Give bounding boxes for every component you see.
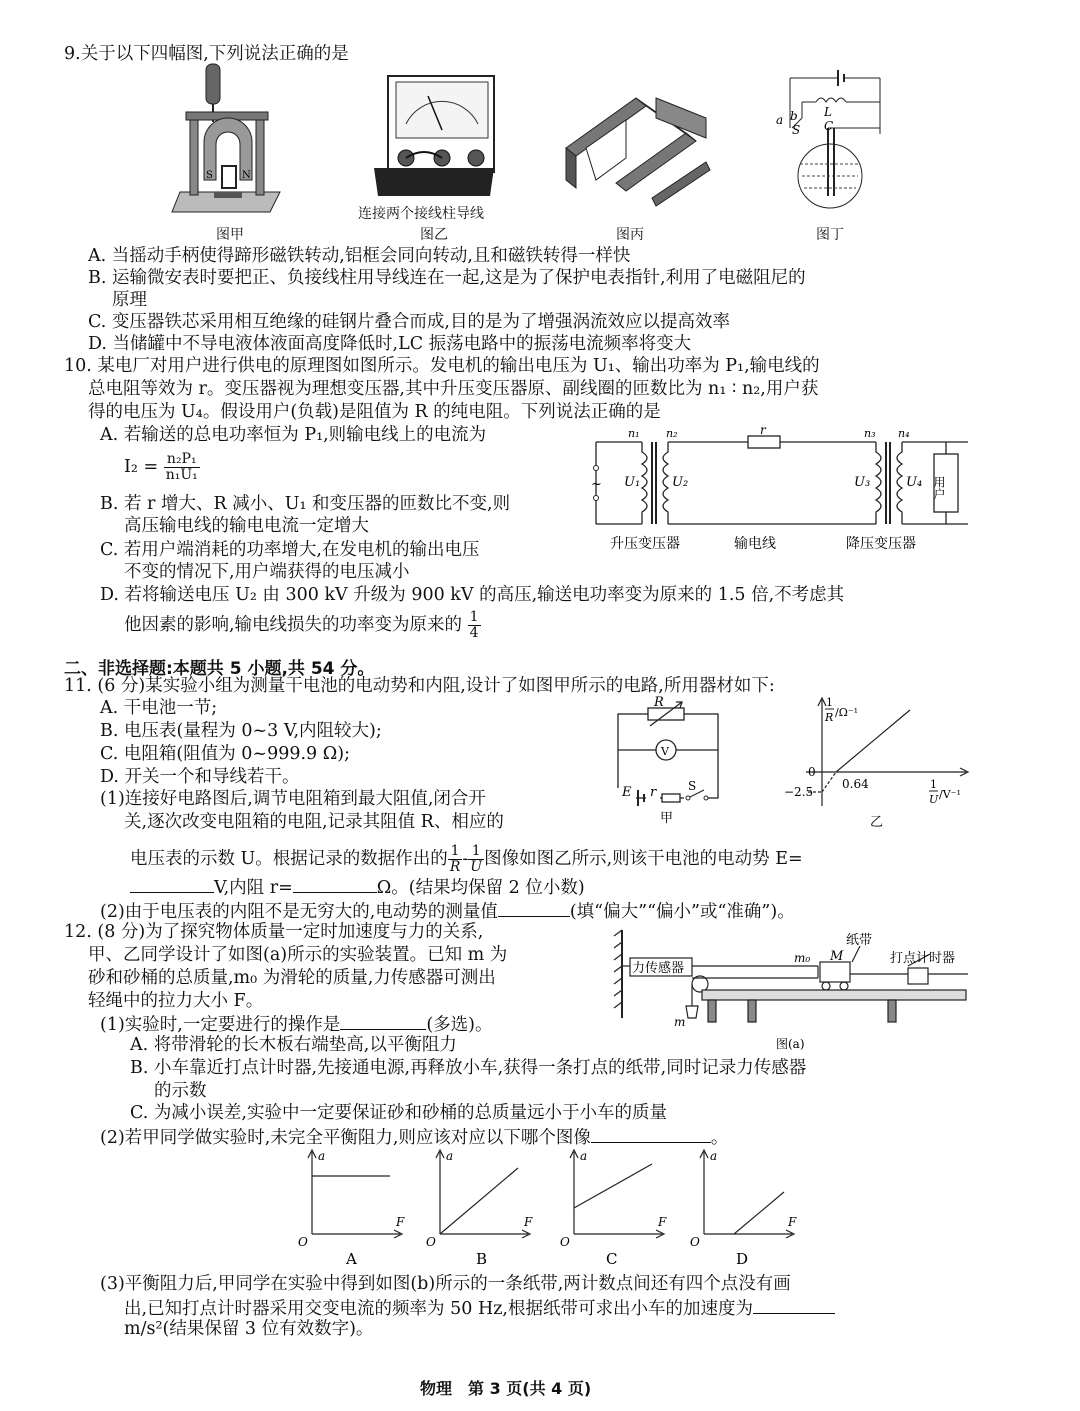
- operation-answer-blank[interactable]: [340, 1011, 426, 1030]
- svg-text:U₄: U₄: [906, 475, 923, 490]
- fig-ding-c: C: [824, 119, 834, 133]
- q9-option-b: B. 运输微安表时要把正、负接线柱用导线连在一起,这是为了保护电表指针,利用了电磁阻尼的: [88, 268, 806, 288]
- meter-wire-label: 连接两个接线柱导线: [358, 206, 484, 222]
- q12-option-b-cont: 的示数: [154, 1081, 207, 1101]
- svg-text:图(a): 图(a): [776, 1037, 805, 1051]
- svg-text:O: O: [560, 1235, 570, 1249]
- ac-source-symbol: ~: [591, 477, 602, 492]
- svg-text:降压变压器: 降压变压器: [846, 536, 916, 552]
- svg-text:/V⁻¹: /V⁻¹: [939, 788, 961, 801]
- q10-line2: 总电阻等效为 r。变压器视为理想变压器,其中升压变压器原、副线圈的匝数比为 n₁ ∶ n₂,用户获: [88, 379, 819, 399]
- page-footer: 物理 第 3 页(共 4 页): [420, 1379, 592, 1398]
- q12-apparatus-diagram: [608, 926, 972, 1054]
- fig-ding-s: S: [792, 123, 801, 137]
- svg-text:a: a: [580, 1149, 588, 1163]
- q12-line2: 甲、乙同学设计了如图(a)所示的实验装置。已知 m 为: [88, 945, 508, 965]
- resistance-answer-blank[interactable]: [293, 874, 377, 893]
- svg-text:0.64: 0.64: [842, 777, 869, 791]
- svg-text:O: O: [298, 1235, 308, 1249]
- fig-ding-l: L: [824, 105, 832, 119]
- q10-line1: 10. 某电厂对用户进行供电的原理图如图所示。发电机的输出电压为 U₁、输出功率为 P₁,输电线的: [64, 356, 820, 376]
- q9-option-b-cont: 原理: [112, 290, 147, 310]
- graph-choice-blank[interactable]: [591, 1124, 711, 1143]
- transmission-circuit-diagram: [588, 424, 972, 554]
- svg-text:U: U: [929, 793, 939, 806]
- q10-option-a: A. 若输送的总电功率恒为 P₁,则输电线上的电流为: [100, 425, 487, 445]
- svg-text:S: S: [688, 779, 697, 793]
- svg-text:m₀: m₀: [794, 951, 811, 965]
- svg-text:0: 0: [808, 765, 816, 779]
- measurement-bias-blank[interactable]: [498, 898, 570, 917]
- q11-item-b: B. 电压表(量程为 0~3 V,内阻较大);: [100, 721, 382, 741]
- q12-line4: 轻绳中的拉力大小 F。: [88, 991, 264, 1011]
- q11-p1-line3: 电压表的示数 U。根据记录的数据作出的 $\frac{1}{R}$ - $\frac{1}{U}$ 图像如图乙所示,则该干电池的电动势 E=: [130, 843, 803, 875]
- q10-option-d-cont: 他因素的影响,输电线损失的功率变为原来的 $\frac{1}{4}$: [124, 609, 479, 641]
- svg-text:1: 1: [930, 778, 937, 791]
- q11-p1-line4: V,内阻 r= Ω。(结果均保留 2 位小数): [130, 874, 585, 900]
- q12-p3-line2: 出,已知打点计时器采用交变电流的频率为 50 Hz,根据纸带可求出小车的加速度为: [124, 1295, 835, 1321]
- svg-text:力传感器: 力传感器: [632, 961, 685, 976]
- svg-text:E: E: [622, 785, 632, 800]
- svg-text:甲: 甲: [660, 811, 674, 824]
- q10-option-b-cont: 高压输电线的输电电流一定增大: [124, 516, 369, 536]
- fig-jia-caption: 图甲: [216, 227, 244, 243]
- acceleration-answer-blank[interactable]: [753, 1295, 835, 1314]
- svg-text:F: F: [788, 1215, 797, 1229]
- q10-option-b: B. 若 r 增大、R 减小、U₁ 和变压器的匝数比不变,则: [100, 494, 511, 514]
- fig-bing-caption: 图丙: [616, 227, 644, 243]
- svg-text:F: F: [396, 1215, 405, 1229]
- fig-yi-caption: 图乙: [420, 227, 448, 243]
- emf-answer-blank[interactable]: [130, 874, 214, 893]
- q12-p3-line1: (3)平衡阻力后,甲同学在实验中得到如图(b)所示的一条纸带,两计数点间还有四个点没有画: [100, 1274, 791, 1294]
- q11-stem: 11. (6 分)某实验小组为测量干电池的电动势和内阻,设计了如图甲所示的电路,所用器材如下:: [64, 676, 775, 696]
- svg-text:O: O: [426, 1235, 436, 1249]
- svg-text:−2.5: −2.5: [784, 785, 814, 799]
- svg-text:/Ω⁻¹: /Ω⁻¹: [835, 706, 859, 719]
- q12-p3-line3: m/s²(结果保留 3 位有效数字)。: [124, 1319, 374, 1339]
- q12-af-graphs: [290, 1148, 800, 1272]
- svg-text:V: V: [661, 745, 669, 758]
- fig-ding-b: b: [790, 109, 798, 123]
- q10-line3: 得的电压为 U₄。假设用户(负载)是阻值为 R 的纯电阻。下列说法正确的是: [88, 402, 661, 422]
- q9-stem: 9.关于以下四幅图,下列说法正确的是: [64, 44, 349, 64]
- svg-text:S: S: [206, 170, 213, 181]
- svg-text:m: m: [674, 1015, 686, 1029]
- q11-item-c: C. 电阻箱(阻值为 0~999.9 Ω);: [100, 744, 350, 764]
- svg-text:n₃: n₃: [864, 427, 876, 440]
- q11-fig-yi-graph: [780, 696, 972, 830]
- svg-text:U₁: U₁: [624, 475, 641, 490]
- q9-option-a: A. 当摇动手柄使得蹄形磁铁转动,铝框会同向转动,且和磁铁转得一样快: [88, 246, 631, 266]
- q9-option-d: D. 当储罐中不导电液体液面高度降低时,LC 振荡电路中的振荡电流频率将变大: [88, 334, 692, 354]
- fig-jia-magnet-apparatus: [170, 62, 290, 222]
- svg-text:r: r: [760, 424, 766, 437]
- svg-text:r: r: [650, 785, 657, 800]
- fig-yi-microammeter: [372, 72, 502, 200]
- graph-label-c: C: [606, 1250, 618, 1268]
- q10-option-c: C. 若用户端消耗的功率增大,在发电机的输出电压: [100, 540, 480, 560]
- q11-fig-jia-circuit: [612, 694, 724, 824]
- q12-option-a: A. 将带滑轮的长木板右端垫高,以平衡阻力: [130, 1035, 457, 1055]
- q11-p1-line1: (1)连接好电路图后,调节电阻箱到最大阻值,闭合开: [100, 789, 486, 809]
- q9-option-c: C. 变压器铁芯采用相互绝缘的硅钢片叠合而成,目的是为了增强涡流效应以提高效率: [88, 312, 730, 332]
- svg-text:升压变压器: 升压变压器: [610, 536, 680, 552]
- q11-p1-line2: 关,逐次改变电阻箱的电阻,记录其阻值 R、相应的: [124, 812, 504, 832]
- q12-option-b: B. 小车靠近打点计时器,先接通电源,再释放小车,获得一条打点的纸带,同时记录力传感器: [130, 1058, 807, 1078]
- graph-label-a: A: [346, 1250, 357, 1268]
- svg-text:M: M: [830, 949, 844, 964]
- svg-text:输电线: 输电线: [734, 536, 776, 552]
- q12-p1: (1)实验时,一定要进行的操作是 (多选)。: [100, 1011, 493, 1037]
- svg-text:R: R: [654, 695, 664, 710]
- q10-option-c-cont: 不变的情况下,用户端获得的电压减小: [124, 562, 410, 582]
- q11-item-d: D. 开关一个和导线若干。: [100, 767, 300, 787]
- svg-text:n₂: n₂: [666, 427, 678, 440]
- user-load-label: 用户: [932, 476, 946, 500]
- svg-text:打点计时器: 打点计时器: [890, 951, 956, 966]
- svg-text:乙: 乙: [870, 815, 884, 830]
- q12-line1: 12. (8 分)为了探究物体质量一定时加速度与力的关系,: [64, 922, 484, 942]
- q10-option-d: D. 若将输送电压 U₂ 由 300 kV 升级为 900 kV 的高压,输送电功率变为原来的 1.5 倍,不考虑其: [100, 585, 845, 605]
- q12-line3: 砂和砂桶的总质量,m₀ 为滑轮的质量,力传感器可测出: [88, 968, 496, 988]
- svg-text:n₁: n₁: [628, 427, 640, 440]
- q12-p2: (2)若甲同学做实验时,未完全平衡阻力,则应该对应以下哪个图像 。: [100, 1124, 728, 1150]
- svg-text:1: 1: [826, 696, 833, 709]
- q10-option-a-formula: I₂ = $\frac{\text{n₂P₁}}{\text{n₁U₁}}$: [124, 451, 198, 483]
- fig-ding-a: a: [776, 113, 784, 127]
- fig-bing-steel-core: [556, 88, 716, 210]
- svg-text:a: a: [446, 1149, 454, 1163]
- section-2-heading: 二、非选择题:本题共 5 小题,共 54 分。: [64, 659, 375, 679]
- graph-label-b: B: [476, 1250, 488, 1268]
- svg-text:N: N: [242, 170, 251, 181]
- fig-ding-caption: 图丁: [816, 227, 844, 243]
- svg-text:U₂: U₂: [672, 475, 689, 490]
- fig-ding-lc-tank: [772, 68, 892, 216]
- q11-item-a: A. 干电池一节;: [100, 698, 218, 718]
- q12-option-c: C. 为减小误差,实验中一定要保证砂和砂桶的总质量远小于小车的质量: [130, 1103, 667, 1123]
- svg-text:a: a: [710, 1149, 718, 1163]
- svg-text:O: O: [690, 1235, 700, 1249]
- svg-text:n₄: n₄: [898, 427, 910, 440]
- svg-text:R: R: [825, 711, 834, 724]
- graph-label-d: D: [736, 1250, 749, 1268]
- q11-p2: (2)由于电压表的内阻不是无穷大的,电动势的测量值 (填“偏大”“偏小”或“准确”)。: [100, 898, 795, 924]
- svg-text:a: a: [318, 1149, 326, 1163]
- svg-text:U₃: U₃: [854, 475, 871, 490]
- svg-text:F: F: [658, 1215, 667, 1229]
- svg-text:F: F: [524, 1215, 533, 1229]
- svg-text:纸带: 纸带: [846, 933, 873, 948]
